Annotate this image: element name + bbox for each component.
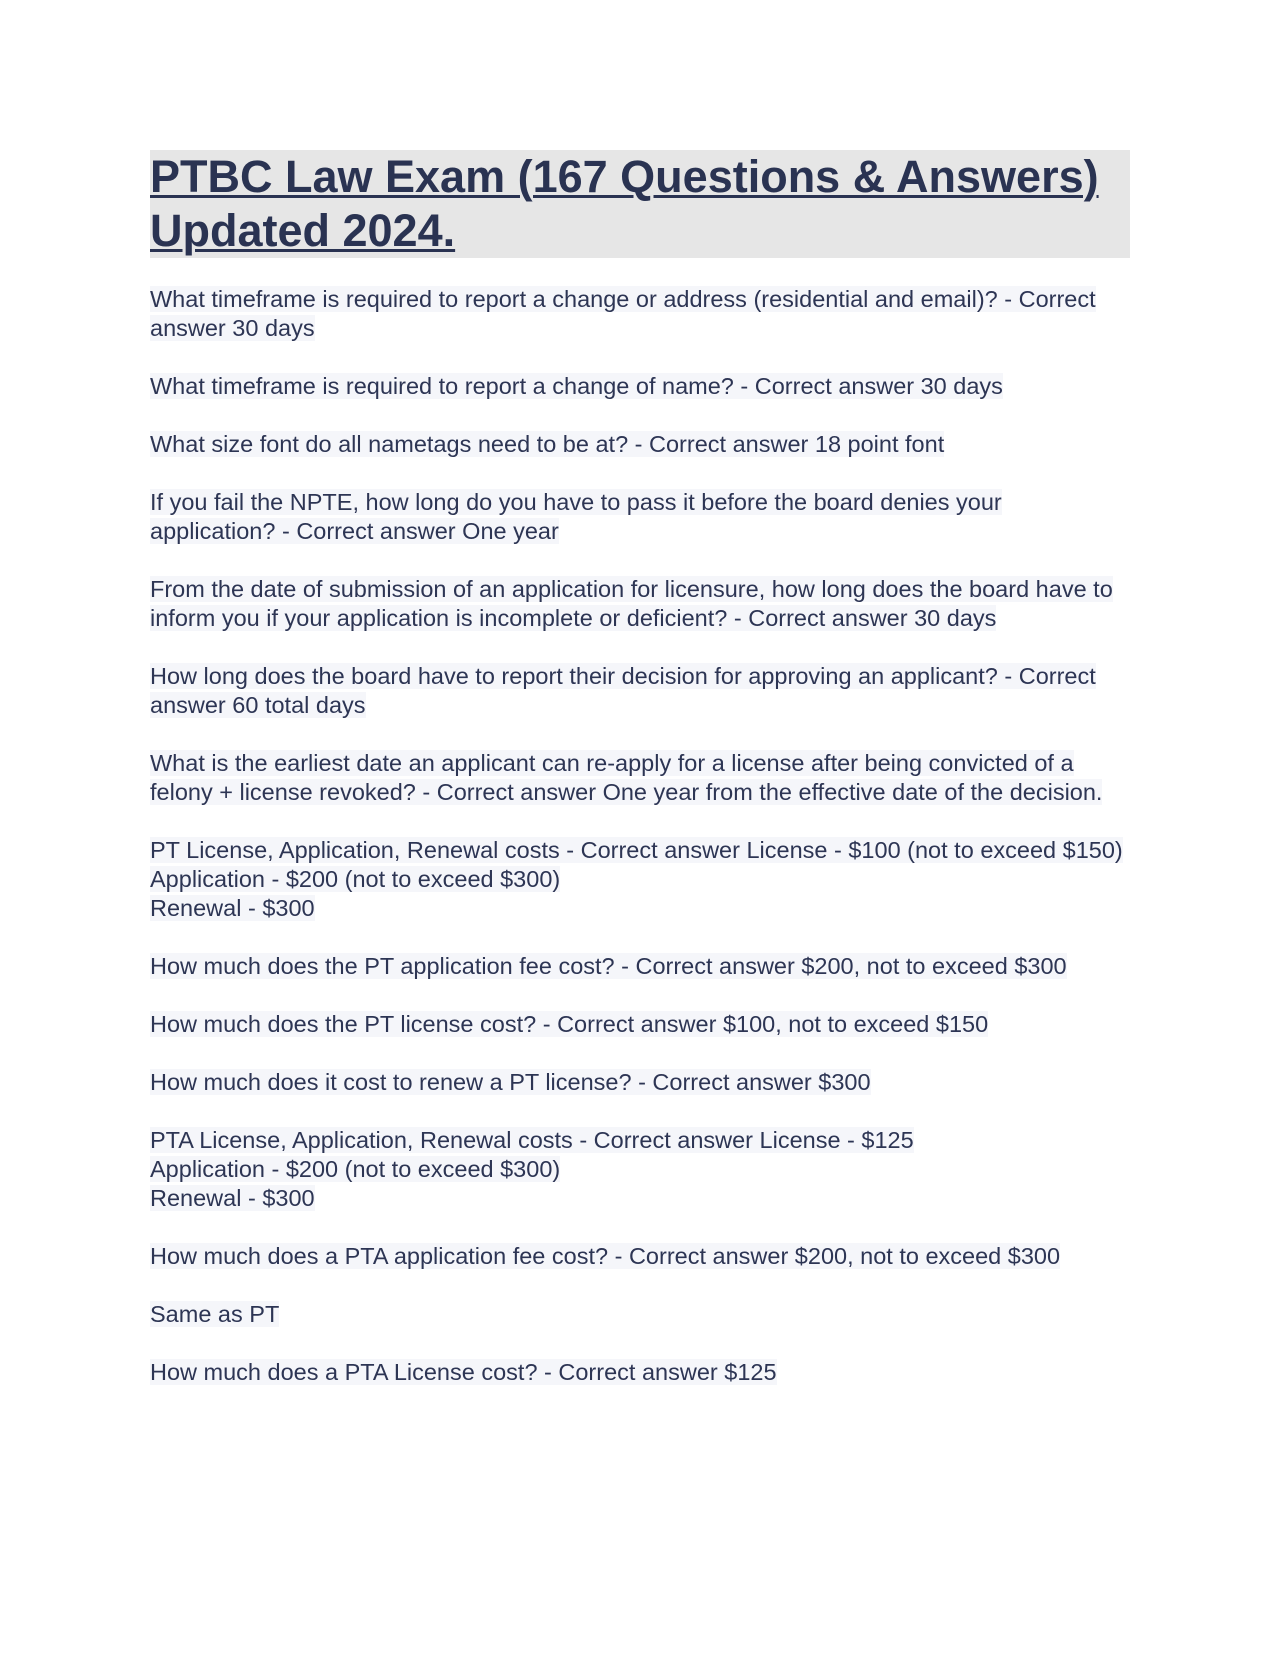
qa-item bbox=[150, 1300, 1130, 1329]
document-content bbox=[150, 150, 1130, 1416]
qa-line-wrap bbox=[150, 1300, 1130, 1329]
qa-text: Renewal - $300 bbox=[150, 1185, 315, 1211]
qa-line-wrap bbox=[150, 662, 1130, 720]
qa-text: How much does the PT license cost? - Correct answer $100, not to exceed $150 bbox=[150, 1011, 989, 1037]
qa-line-wrap bbox=[150, 1068, 1130, 1097]
qa-line-wrap bbox=[150, 1358, 1130, 1387]
qa-line-wrap bbox=[150, 372, 1130, 401]
qa-item bbox=[150, 1068, 1130, 1097]
qa-line-wrap bbox=[150, 1155, 1130, 1184]
qa-item bbox=[150, 575, 1130, 633]
qa-text: What is the earliest date an applicant can re-apply for a license after being convicted of a felony + license revoked? - Correct answer One year from the effective date of the decision. bbox=[150, 750, 1103, 805]
qa-item bbox=[150, 1126, 1130, 1213]
document-title: PTBC Law Exam (167 Questions & Answers) Updated 2024. bbox=[150, 151, 1099, 256]
qa-line-wrap bbox=[150, 865, 1130, 894]
qa-text: How much does the PT application fee cost? - Correct answer $200, not to exceed $300 bbox=[150, 953, 1067, 979]
qa-item bbox=[150, 1010, 1130, 1039]
qa-line-wrap bbox=[150, 894, 1130, 923]
qa-line-wrap bbox=[150, 749, 1130, 807]
qa-text: How much does a PTA application fee cost? - Correct answer $200, not to exceed $300 bbox=[150, 1243, 1061, 1269]
qa-list bbox=[150, 285, 1130, 1387]
qa-item bbox=[150, 662, 1130, 720]
qa-text: What timeframe is required to report a change or address (residential and email)? - Correct answer 30 days bbox=[150, 286, 1096, 341]
qa-text: How much does it cost to renew a PT license? - Correct answer $300 bbox=[150, 1069, 871, 1095]
qa-item bbox=[150, 430, 1130, 459]
qa-text: If you fail the NPTE, how long do you have to pass it before the board denies your application? - Correct answer One year bbox=[150, 489, 1002, 544]
qa-line-wrap bbox=[150, 1010, 1130, 1039]
qa-item bbox=[150, 952, 1130, 981]
qa-line-wrap bbox=[150, 1126, 1130, 1155]
qa-text: From the date of submission of an application for licensure, how long does the board have to inform you if your application is incomplete or deficient? - Correct answer 30 days bbox=[150, 576, 1113, 631]
qa-item bbox=[150, 836, 1130, 923]
qa-item bbox=[150, 372, 1130, 401]
qa-item bbox=[150, 749, 1130, 807]
qa-item bbox=[150, 1358, 1130, 1387]
qa-line-wrap bbox=[150, 488, 1130, 546]
qa-text: Application - $200 (not to exceed $300) bbox=[150, 1156, 561, 1182]
qa-text: Same as PT bbox=[150, 1301, 280, 1327]
qa-line-wrap bbox=[150, 1184, 1130, 1213]
qa-text: How much does a PTA License cost? - Correct answer $125 bbox=[150, 1359, 777, 1385]
qa-text: PT License, Application, Renewal costs - Correct answer License - $100 (not to exceed $150) bbox=[150, 837, 1123, 863]
qa-text: What timeframe is required to report a change of name? - Correct answer 30 days bbox=[150, 373, 1003, 399]
qa-item bbox=[150, 1242, 1130, 1271]
qa-item bbox=[150, 488, 1130, 546]
qa-line-wrap bbox=[150, 430, 1130, 459]
qa-text: Application - $200 (not to exceed $300) bbox=[150, 866, 561, 892]
qa-line-wrap bbox=[150, 1242, 1130, 1271]
title-highlight bbox=[150, 150, 1130, 258]
qa-text: Renewal - $300 bbox=[150, 895, 315, 921]
qa-item bbox=[150, 285, 1130, 343]
qa-text: What size font do all nametags need to be at? - Correct answer 18 point font bbox=[150, 431, 945, 457]
qa-line-wrap bbox=[150, 836, 1130, 865]
qa-line-wrap bbox=[150, 575, 1130, 633]
qa-line-wrap bbox=[150, 952, 1130, 981]
qa-line-wrap bbox=[150, 285, 1130, 343]
qa-text: PTA License, Application, Renewal costs - Correct answer License - $125 bbox=[150, 1127, 914, 1153]
qa-text: How long does the board have to report their decision for approving an applicant? - Correct answer 60 total days bbox=[150, 663, 1096, 718]
